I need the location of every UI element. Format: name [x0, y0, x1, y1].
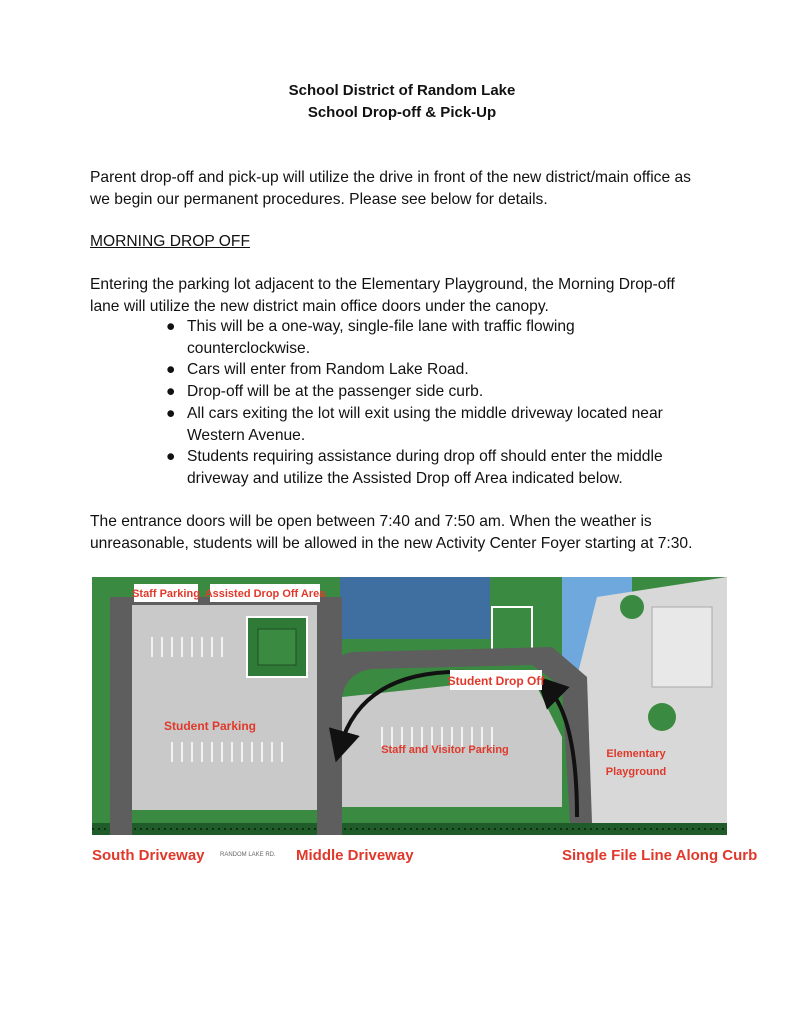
document-title-line-1: School District of Random Lake: [288, 82, 516, 99]
list-item: [160, 403, 720, 446]
middle-driveway-road: [317, 605, 342, 835]
tree: [648, 703, 676, 731]
doors-paragraph: [90, 511, 740, 555]
list-item-line: Students requiring assistance during drop off should enter the middle: [187, 448, 663, 466]
entering-line-2: lane will utilize the new district main office doors under the canopy.: [90, 298, 549, 315]
svg-text:Student Drop Off: Student Drop Off: [447, 674, 545, 688]
doors-line-1: The entrance doors will be open between 7:40 and 7:50 am. When the weather is: [90, 513, 652, 530]
list-item: [160, 359, 720, 381]
svg-text:Middle Driveway: Middle Driveway: [296, 847, 414, 864]
entering-line-1: Entering the parking lot adjacent to the Elementary Playground, the Morning Drop-off: [90, 276, 675, 293]
list-item-line: driveway and utilize the Assisted Drop off Area indicated below.: [187, 469, 623, 487]
label-staff-visitor-parking: [381, 744, 509, 756]
label-middle-driveway: [296, 847, 414, 864]
bullet-icon: ●: [166, 361, 176, 379]
list-item-line: This will be a one-way, single-file lane with traffic flowing: [187, 318, 575, 335]
list-item: [160, 316, 720, 359]
random-lake-road-verge: [92, 823, 727, 835]
bullet-icon: ●: [166, 404, 176, 422]
south-driveway-road: [110, 605, 132, 835]
label-single-file-line: [562, 847, 757, 864]
svg-text:RANDOM LAKE RD.: RANDOM LAKE RD.: [220, 852, 276, 858]
campus-map: [92, 577, 758, 869]
doors-line-2: unreasonable, students will be allowed in the new Activity Center Foyer starting at 7:30.: [90, 535, 693, 552]
svg-text:Student Parking: Student Parking: [163, 719, 257, 733]
bullet-icon: ●: [166, 448, 176, 466]
label-student-drop-off: [448, 670, 546, 690]
list-item-line: Cars will enter from Random Lake Road.: [187, 361, 469, 379]
svg-text:Playground: Playground: [605, 766, 667, 778]
list-item-line: Drop-off will be at the passenger side curb.: [187, 383, 484, 401]
label-south-driveway: [92, 847, 205, 864]
bullet-icon: ●: [166, 383, 176, 401]
list-item: [160, 446, 720, 489]
section-heading: MORNING DROP OFF: [90, 233, 250, 250]
svg-text:Staff Parking: Staff Parking: [132, 588, 200, 600]
entering-paragraph: [90, 274, 740, 318]
list-item-line: All cars exiting the lot will exit using the middle driveway located near: [187, 404, 663, 422]
green-island: [492, 607, 532, 652]
playground-structure: [652, 607, 712, 687]
bullet-icon: ●: [166, 318, 176, 335]
intro-paragraph: [90, 167, 740, 211]
label-assisted-drop-off-area: [205, 584, 327, 602]
svg-text:Assisted Drop Off Area: Assisted Drop Off Area: [204, 588, 326, 600]
campus-map-svg: [92, 577, 758, 869]
svg-text:Elementary: Elementary: [606, 748, 666, 760]
intro-line-1: Parent drop-off and pick-up will utilize the drive in front of the new district/main office as: [90, 169, 691, 186]
list-item-line: Western Avenue.: [187, 426, 306, 444]
building: [340, 577, 490, 639]
svg-text:Staff and Visitor Parking: Staff and Visitor Parking: [381, 744, 509, 756]
list-item-line: counterclockwise.: [187, 339, 311, 357]
document-title-line-2: School Drop-off & Pick-Up: [307, 104, 497, 121]
procedure-list: [160, 316, 720, 490]
svg-text:Single File Line Along Curb: Single File Line Along Curb: [562, 847, 758, 864]
label-road-name: [220, 852, 276, 858]
label-staff-parking: [132, 584, 200, 602]
list-item: [160, 381, 720, 403]
green-island-inner: [258, 629, 296, 665]
intro-line-2: we begin our permanent procedures. Please see below for details.: [90, 191, 548, 208]
svg-text:South Driveway: South Driveway: [92, 847, 205, 864]
label-student-parking: [164, 719, 256, 733]
tree: [620, 595, 644, 619]
